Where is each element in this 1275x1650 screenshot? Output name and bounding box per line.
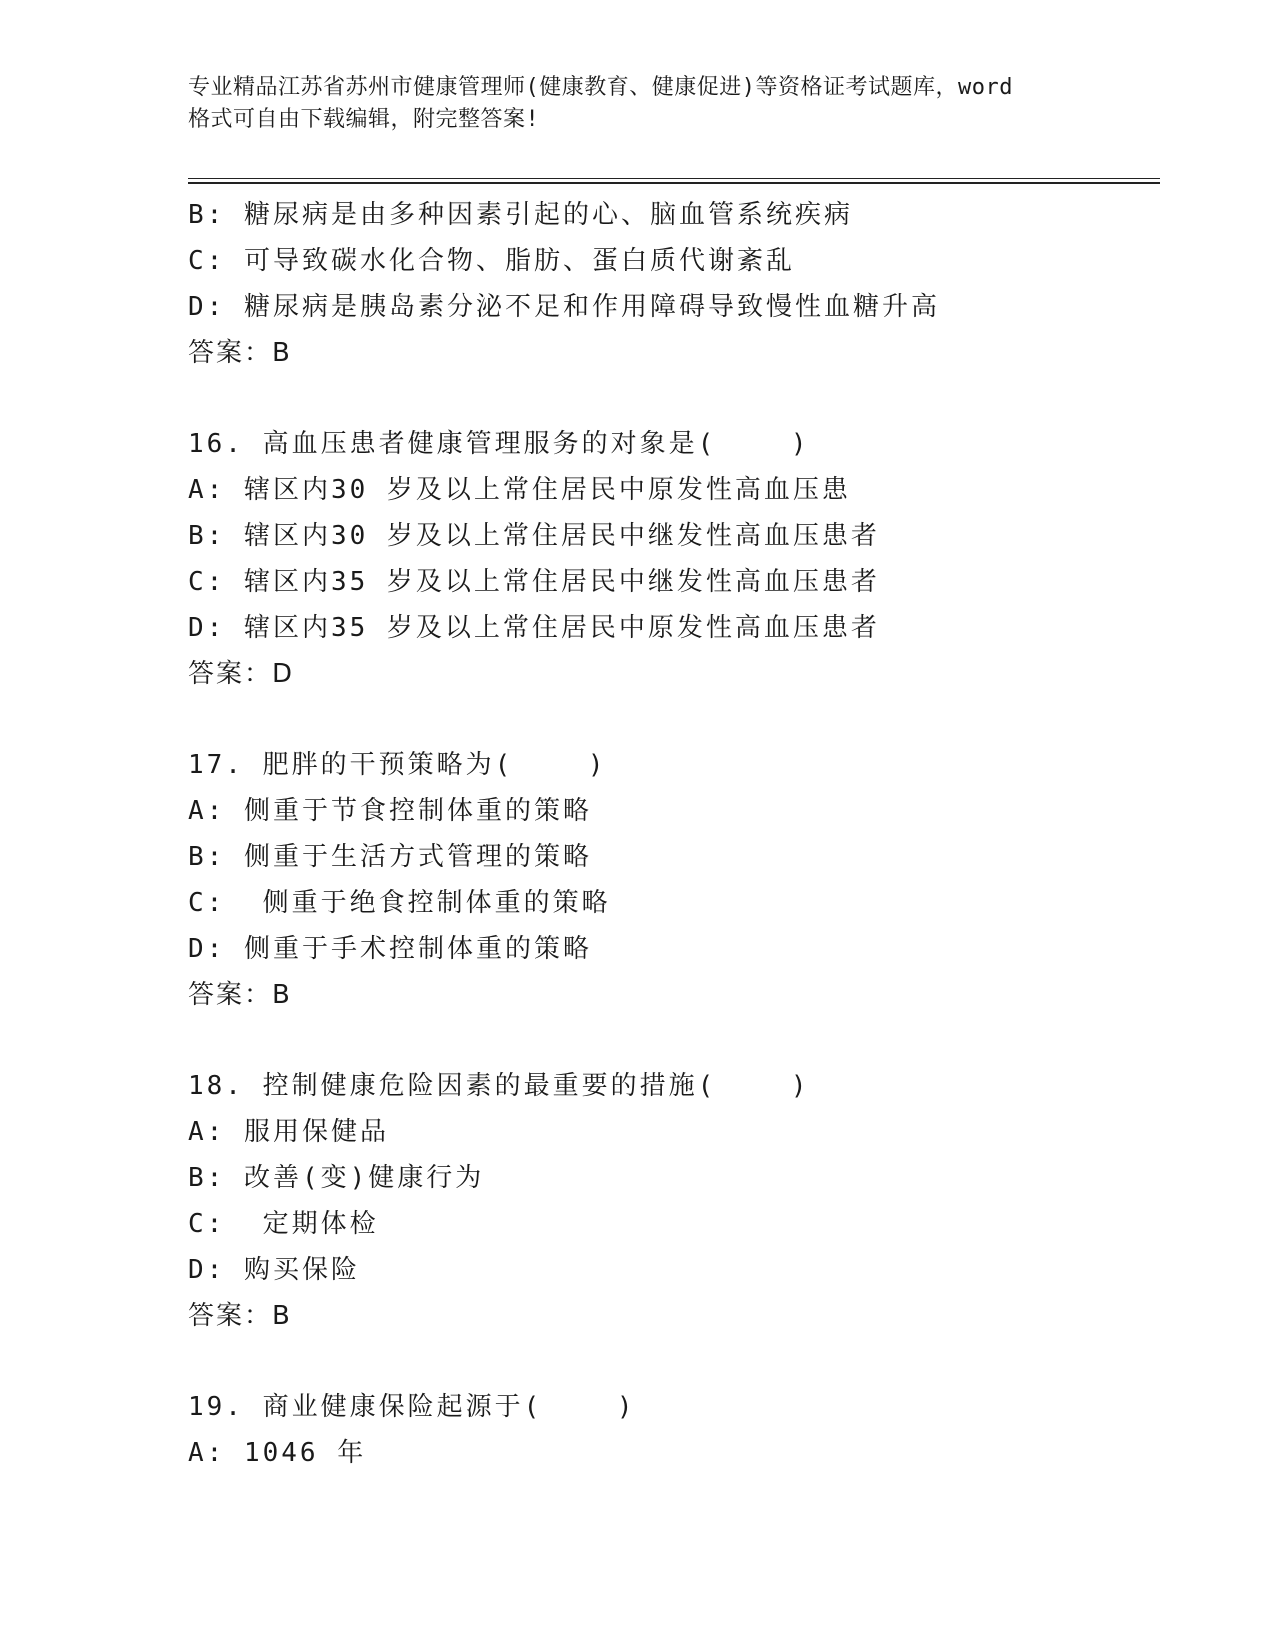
- option-b: B: 糖尿病是由多种因素引起的心、脑血管系统疾病: [188, 200, 853, 230]
- question-18: [188, 1063, 1160, 1339]
- option-b: B: 改善(变)健康行为: [188, 1163, 485, 1193]
- answer: 答案：B: [188, 980, 292, 1010]
- option-c: C: 侧重于绝食控制体重的策略: [188, 888, 611, 918]
- question-stem: 16. 高血压患者健康管理服务的对象是( ): [188, 429, 810, 459]
- option-a: A: 1046 年: [188, 1438, 367, 1468]
- option-d: D: 侧重于手术控制体重的策略: [188, 934, 592, 964]
- option-c: C: 可导致碳水化合物、脂肪、蛋白质代谢紊乱: [188, 246, 795, 276]
- answer: 答案：D: [188, 659, 295, 689]
- option-a: A: 辖区内30 岁及以上常住居民中原发性高血压患: [188, 475, 851, 505]
- option-d: D: 糖尿病是胰岛素分泌不足和作用障碍导致慢性血糖升高: [188, 292, 940, 322]
- option-a: A: 服用保健品: [188, 1117, 389, 1147]
- header-rule-thick: [188, 182, 1160, 184]
- prev-question: [188, 192, 1160, 376]
- option-c: C: 辖区内35 岁及以上常住居民中继发性高血压患者: [188, 567, 880, 597]
- document-header: [188, 72, 1088, 136]
- header-line-1: 专业精品江苏省苏州市健康管理师(健康教育、健康促进)等资格证考试题库，word: [188, 75, 1013, 100]
- question-19: [188, 1384, 1160, 1476]
- option-b: B: 侧重于生活方式管理的策略: [188, 842, 592, 872]
- option-d: D: 购买保险: [188, 1255, 360, 1285]
- answer: 答案：B: [188, 1301, 292, 1331]
- question-stem: 17. 肥胖的干预策略为( ): [188, 750, 607, 780]
- question-stem: 18. 控制健康危险因素的最重要的措施( ): [188, 1071, 810, 1101]
- question-stem: 19. 商业健康保险起源于( ): [188, 1392, 636, 1422]
- question-17: [188, 742, 1160, 1018]
- header-line-2: 格式可自由下载编辑，附完整答案!: [188, 107, 540, 132]
- answer: 答案：B: [188, 338, 292, 368]
- option-b: B: 辖区内30 岁及以上常住居民中继发性高血压患者: [188, 521, 880, 551]
- header-rule-thin: [188, 178, 1160, 179]
- question-16: [188, 421, 1160, 697]
- option-d: D: 辖区内35 岁及以上常住居民中原发性高血压患者: [188, 613, 880, 643]
- option-a: A: 侧重于节食控制体重的策略: [188, 796, 592, 826]
- question-content: [188, 192, 1160, 1476]
- option-c: C: 定期体检: [188, 1209, 379, 1239]
